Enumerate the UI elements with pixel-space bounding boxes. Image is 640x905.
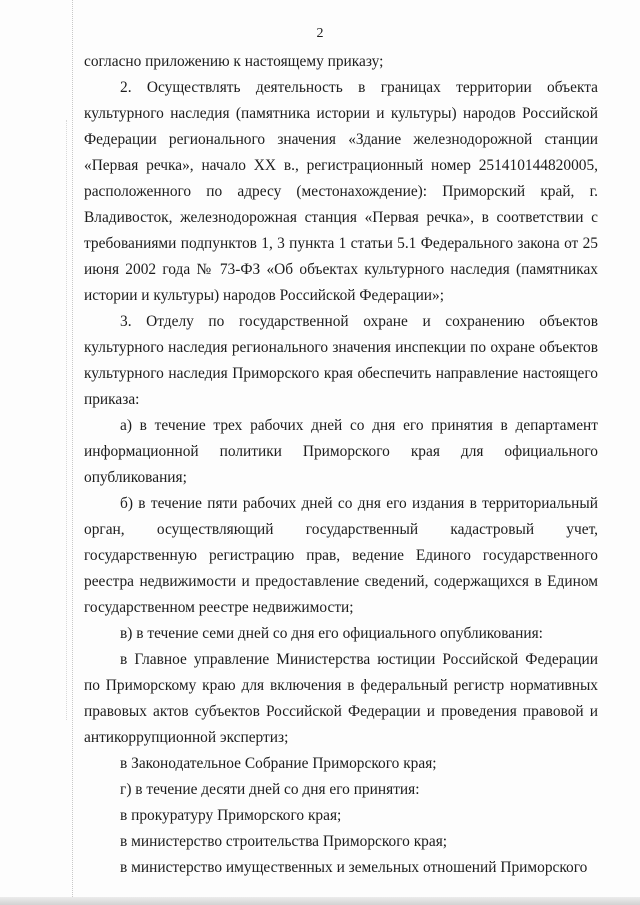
paragraph-subitem-a: а) в течение трех рабочих дней со дня его принятия в департамент информационной политики Приморского края для официального опубликования; [84,417,598,486]
paragraph-subitem-g: г) в течение десяти дней со дня его принятия: [120,781,420,798]
paragraph-ministry-justice: в Главное управление Министерства юстиции Российской Федерации по Приморскому краю для включения в федеральный регистр нормативных правовых актов субъектов Российской Федерации и проведения правовой и антикоррупционной экспертиз; [84,651,598,746]
scan-edge-line [72,0,73,905]
paragraph-item-3: 3. Отделу по государственной охране и сохранению объектов культурного наследия регионального значения инспекции по охране объектов культурного наследия Приморского края обеспечить направление настоящего приказа: [84,313,598,408]
paragraph-ministry-property: в министерство имущественных и земельных отношений Приморского [120,859,588,876]
scan-bottom-edge [0,897,640,905]
paragraph-item-2: 2. Осуществлять деятельность в границах территории объекта культурного наследия (памятника истории и культуры) народов Российской Федерации регионального значения «Здание железнодорожной станции «Первая речка», начало XX в., регистрационный номер 251410144820005, расположенного по адресу (местонахождение): Приморский край, г. Владивосток, железнодорожная станция «Первая речка», в соответствии с требованиями подпунктов 1, 3 пункта 1 статьи 5.1 Федерального закона от 25 июня 2002 года № 73-ФЗ «Об объектах культурного наследия (памятниках истории и культуры) народов Российской Федерации»; [84,79,598,304]
paragraph-prosecutor: в прокуратуру Приморского края; [120,807,342,824]
paragraph-subitem-b: б) в течение пяти рабочих дней со дня его издания в территориальный орган, осуществляющий государственный кадастровый учет, государственную регистрацию прав, ведение Единого государственного реестра недвижимости и предоставление сведений, содержащихся в Едином государственном реестре недвижимости; [84,495,598,616]
page-number: 2 [316,26,324,41]
paragraph-ministry-construction: в министерство строительства Приморского края; [120,833,448,850]
scan-edge-line-secondary [66,120,67,720]
paragraph-subitem-v: в) в течение семи дней со дня его официального опубликования: [120,625,543,642]
paragraph-continuation: согласно приложению к настоящему приказу; [84,53,384,70]
document-body [84,49,598,881]
paragraph-legislative-assembly: в Законодательное Собрание Приморского края; [120,755,437,772]
